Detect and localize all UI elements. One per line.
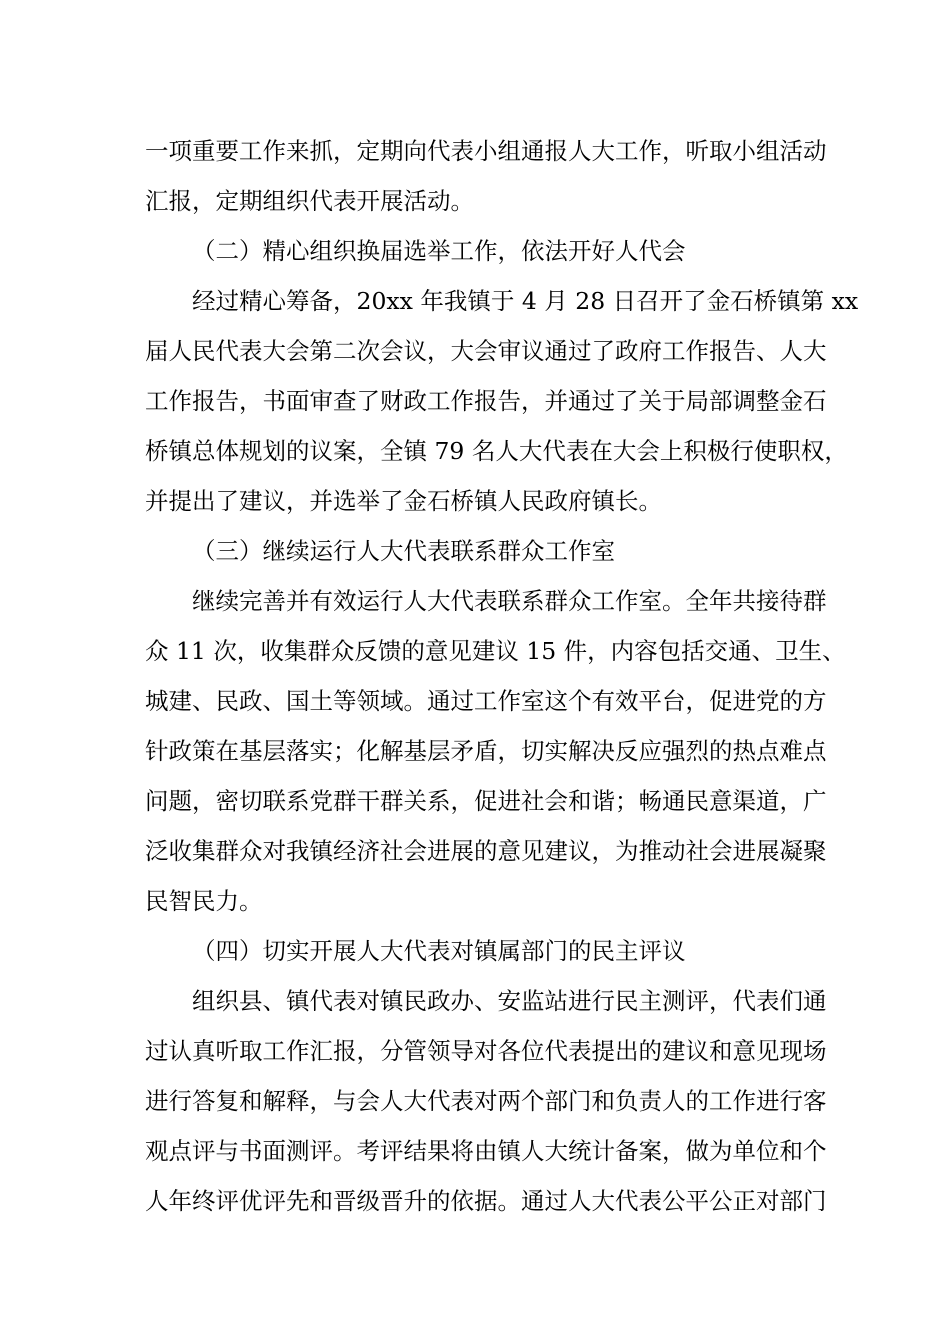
body-text-line: 泛收集群众对我镇经济社会进展的意见建议，为推动社会进展凝聚	[145, 837, 827, 865]
body-text-line: 过认真听取工作汇报，分管领导对各位代表提出的建议和意见现场	[145, 1037, 827, 1065]
body-text-line: 组织县、镇代表对镇民政办、安监站进行民主测评，代表们通	[192, 987, 827, 1015]
body-text-line: 并提出了建议，并选举了金石桥镇人民政府镇长。	[145, 487, 662, 515]
body-text-line: 一项重要工作来抓，定期向代表小组通报人大工作，听取小组活动	[145, 137, 827, 165]
body-text-line: 人年终评优评先和晋级晋升的依据。通过人大代表公平公正对部门	[145, 1187, 827, 1215]
body-text-line: 众 11 次，收集群众反馈的意见建议 15 件，内容包括交通、卫生、	[145, 637, 846, 665]
body-text-line: 继续完善并有效运行人大代表联系群众工作室。全年共接待群	[192, 587, 827, 615]
body-text-line: 汇报，定期组织代表开展活动。	[145, 187, 474, 215]
body-text-line: 观点评与书面测评。考评结果将由镇人大统计备案，做为单位和个	[145, 1137, 827, 1165]
section-heading: （二）精心组织换届选举工作，依法开好人代会	[192, 237, 686, 265]
body-text-line: 进行答复和解释，与会人大代表对两个部门和负责人的工作进行客	[145, 1087, 827, 1115]
body-text-line: 城建、民政、国土等领域。通过工作室这个有效平台，促进党的方	[145, 687, 827, 715]
body-text-line: 届人民代表大会第二次会议，大会审议通过了政府工作报告、人大	[145, 337, 827, 365]
body-text-line: 工作报告，书面审查了财政工作报告，并通过了关于局部调整金石	[145, 387, 827, 415]
section-heading: （三）继续运行人大代表联系群众工作室	[192, 537, 615, 565]
section-heading: （四）切实开展人大代表对镇属部门的民主评议	[192, 937, 686, 965]
body-text-line: 民智民力。	[145, 887, 263, 915]
body-text-line: 桥镇总体规划的议案，全镇 79 名人大代表在大会上积极行使职权，	[145, 437, 848, 465]
body-text-line: 问题，密切联系党群干群关系，促进社会和谐；畅通民意渠道，广	[145, 787, 827, 815]
body-text-line: 经过精心筹备，20xx 年我镇于 4 月 28 日召开了金石桥镇第 xx	[192, 287, 859, 315]
body-text-line: 针政策在基层落实；化解基层矛盾，切实解决反应强烈的热点难点	[145, 737, 827, 765]
